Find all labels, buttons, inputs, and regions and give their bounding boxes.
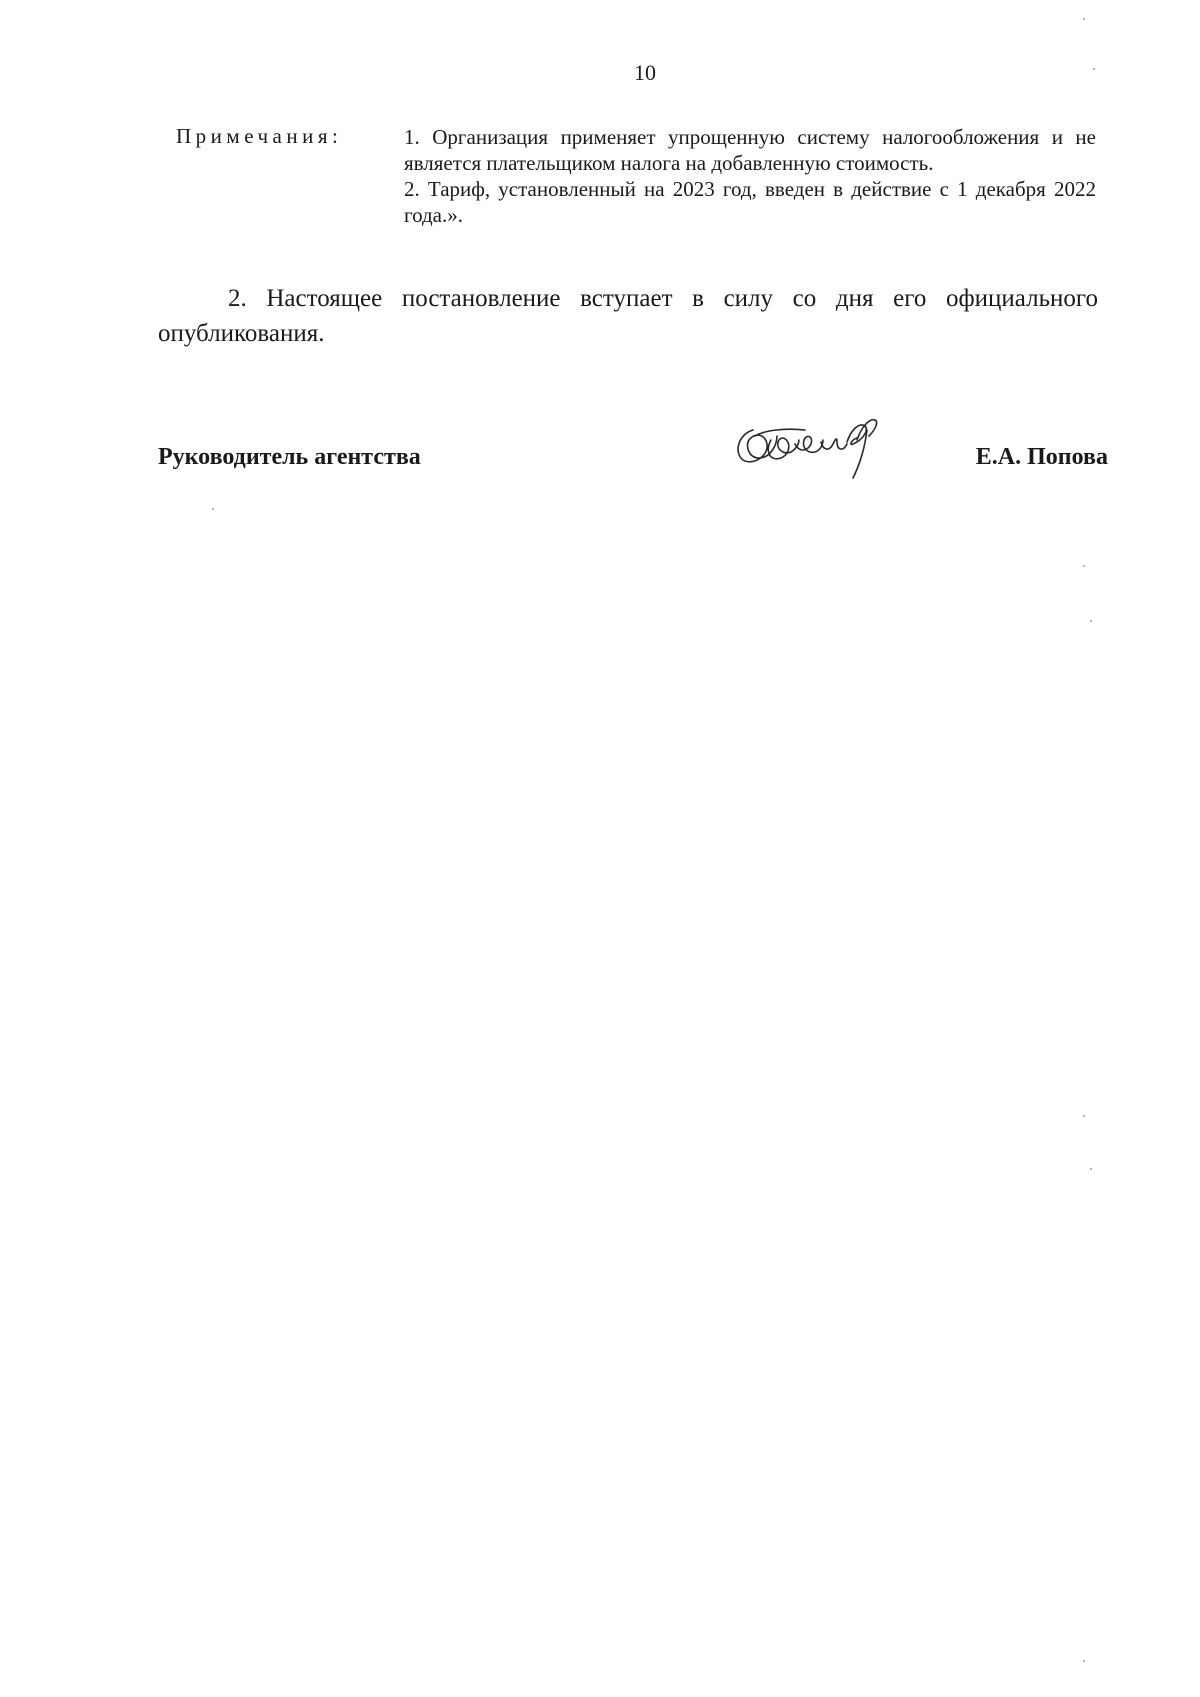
scan-speck [1090,1168,1092,1170]
note-item-2: 2. Тариф, установленный на 2023 год, введен в действие с 1 декабря 2022 года.». [404,177,1096,227]
clause-paragraph: 2. Настоящее постановление вступает в силу со дня его официального опубликования. [158,285,1098,347]
signer-name: Е.А. Попова [975,444,1108,470]
scan-speck [1093,68,1095,70]
page-number: 10 [634,60,656,85]
scan-speck [1083,565,1085,567]
notes-body [404,124,1096,228]
scan-speck [1090,620,1092,622]
scan-speck [212,508,214,510]
scan-speck [1083,1115,1085,1117]
signer-title: Руководитель агентства [158,444,421,470]
signature-block [158,440,1108,490]
notes-label: Примечания: [176,124,343,148]
scan-speck [1083,18,1085,20]
note-item-1: 1. Организация применяет упрощенную систему налогообложения и не является плательщиком налога на добавленную стоимость. [404,125,1096,175]
scan-speck [1083,1660,1085,1662]
